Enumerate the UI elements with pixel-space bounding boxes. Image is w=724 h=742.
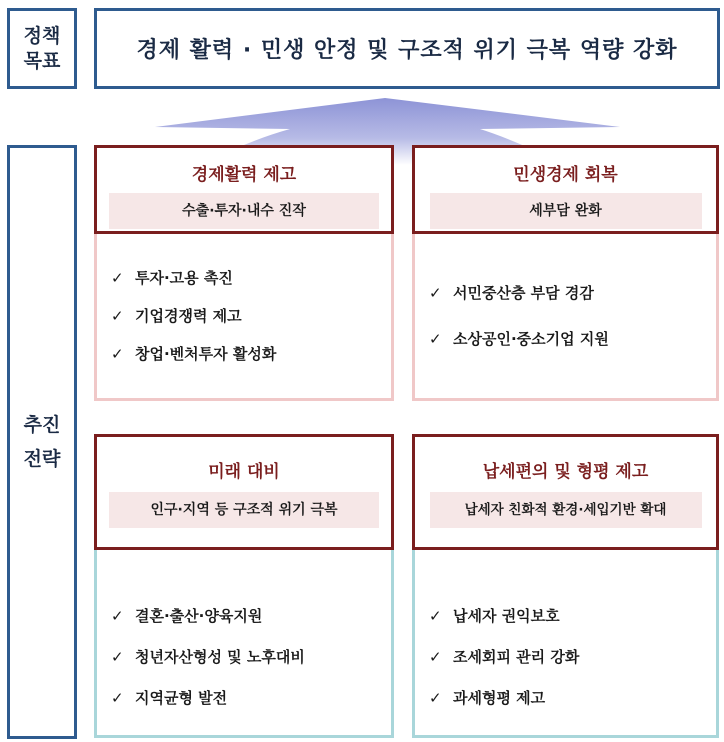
- list-item: [429, 678, 716, 719]
- label-line: 전략: [23, 448, 61, 470]
- item-text: 창업·벤처투자 활성화: [135, 345, 277, 363]
- strategy-card-body: [94, 234, 394, 401]
- check-icon: ✓: [111, 648, 124, 666]
- check-icon: ✓: [111, 307, 124, 325]
- item-text: 서민중산층 부담 경감: [453, 284, 594, 302]
- list-item: [111, 678, 391, 719]
- check-icon: ✓: [429, 330, 442, 348]
- item-text: 청년자산형성 및 노후대비: [135, 648, 305, 666]
- item-text: 과세형평 제고: [453, 689, 546, 707]
- strategy-card-header: [94, 145, 394, 234]
- strategy-card-body: [412, 234, 719, 401]
- check-icon: ✓: [429, 607, 442, 625]
- list-item: [111, 297, 391, 335]
- check-icon: ✓: [111, 607, 124, 625]
- card-title: 미래 대비: [208, 462, 280, 482]
- strategy-card-header: [412, 145, 719, 234]
- card-subtitle: 납세자 친화적 환경·세입기반 확대: [430, 492, 702, 528]
- check-icon: ✓: [429, 284, 442, 302]
- strategy-card-header: [94, 434, 394, 550]
- policy-goal-text: 경제 활력 · 민생 안정 및 구조적 위기 극복 역량 강화: [136, 38, 678, 63]
- card-subtitle: 수출·투자·내수 진작: [109, 193, 379, 229]
- strategy-label: [7, 145, 77, 739]
- card-title: 경제활력 제고: [191, 165, 297, 185]
- policy-goal-label: [7, 8, 77, 89]
- policy-goal-box: [94, 8, 720, 89]
- list-item: [429, 316, 716, 362]
- list-item: [429, 637, 716, 678]
- item-text: 기업경쟁력 제고: [135, 307, 242, 325]
- list-item: [111, 259, 391, 297]
- label-line: 추진: [23, 414, 61, 436]
- list-item: [429, 270, 716, 316]
- list-item: [111, 637, 391, 678]
- strategy-card-body: [412, 550, 719, 738]
- label-line: 정책: [23, 24, 61, 47]
- item-text: 소상공인·중소기업 지원: [453, 330, 609, 348]
- item-text: 납세자 권익보호: [453, 607, 560, 625]
- list-item: [111, 335, 391, 373]
- item-text: 지역균형 발전: [135, 689, 228, 707]
- item-text: 조세회피 관리 강화: [453, 648, 580, 666]
- list-item: [429, 596, 716, 637]
- check-icon: ✓: [111, 689, 124, 707]
- item-text: 투자·고용 촉진: [135, 269, 233, 287]
- strategy-card-body: [94, 550, 394, 738]
- strategy-card-header: [412, 434, 719, 550]
- list-item: [111, 596, 391, 637]
- check-icon: ✓: [429, 689, 442, 707]
- card-title: 민생경제 회복: [513, 165, 618, 185]
- card-title: 납세편의 및 형평 제고: [482, 462, 649, 482]
- card-subtitle: 세부담 완화: [430, 193, 702, 229]
- check-icon: ✓: [429, 648, 442, 666]
- item-text: 결혼·출산·양육지원: [135, 607, 263, 625]
- check-icon: ✓: [111, 269, 124, 287]
- label-line: 목표: [23, 49, 61, 72]
- card-subtitle: 인구·지역 등 구조적 위기 극복: [109, 492, 379, 528]
- check-icon: ✓: [111, 345, 124, 363]
